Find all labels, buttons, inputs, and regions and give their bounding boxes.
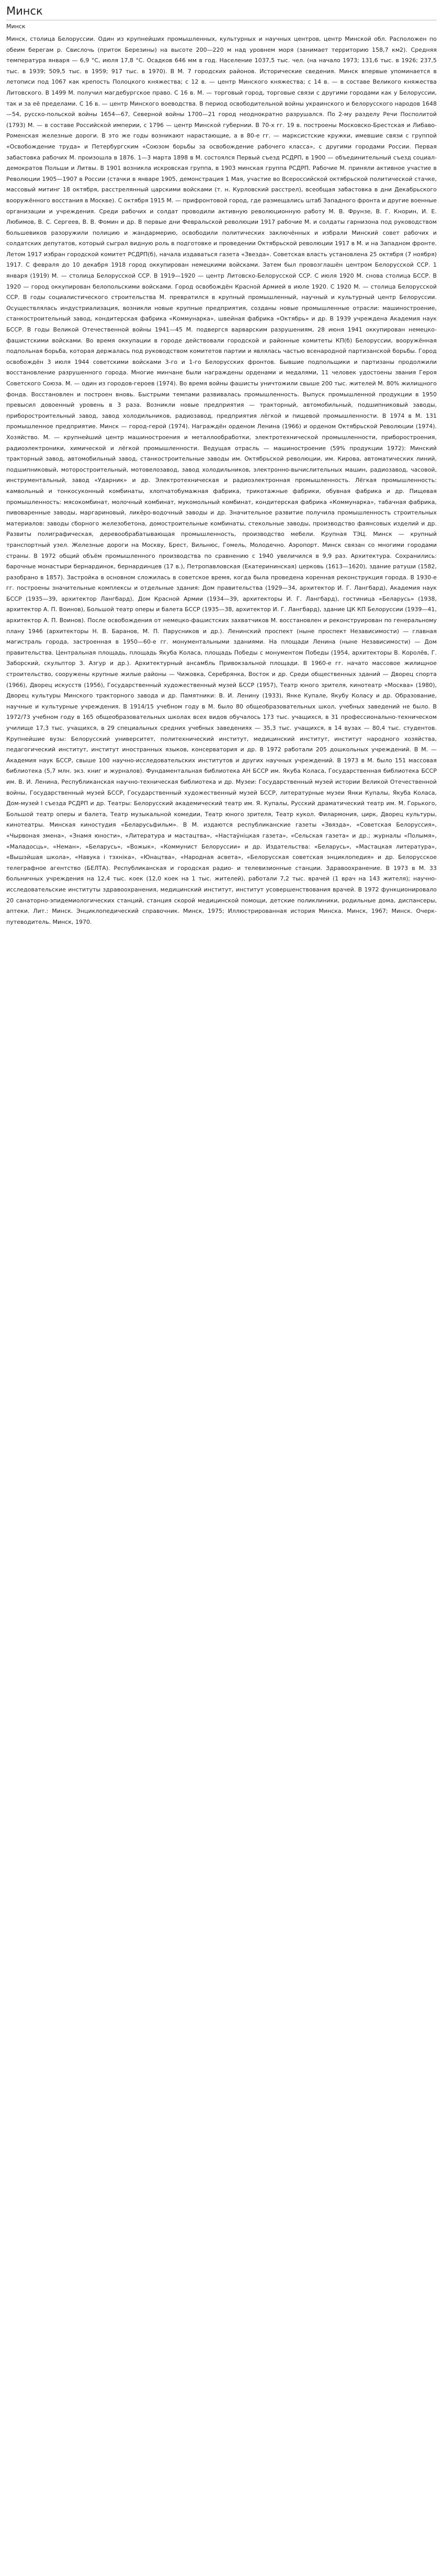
article-page [0,0,443,933]
page-subtitle: Минск [6,23,26,30]
article-body: Минск, столица Белоруссии. Один из крупнейших промышленных, культурных и научных центров, центр Минской обл. Расположен по обеим берегам р. Свислочь (приток Березины) на высоте 200—220 м над уровнем моря (занимает территорию 158,7 км2). Средняя температура января — 6,9 °С, июля 17,8 °С. Осадков 646 мм в год. Население 1037,5 тыс. чел. (на начало 1973; 131,6 тыс. в 1926; 237,5 тыс. в 1939; 509,5 тыс. в 1959; 917 тыс. в 1970). В М. 7 городских районов. Исторические сведения. Минск впервые упоминается в летописи под 1067 как крепость Полоцкого княжества; с 12 в. — центр Минского княжества; с 14 в. — в составе Великого княжества Литовского. В 1499 М. получил магдебургское право. С 16 в. М. — торговый город, торговые связи с другими городами как у Белоруссии, так и за её пределами. С 16 в. — центр Минского воеводства. В период освободительной войны украинского и белорусского народов 1648—54, русско-польской войны 1654—67, Северной войны 1700—21 город неоднократно разрушался. По 2-му разделу Речи Посполитой (1793) М. — в составе Российской империи, с 1796 — центр Минской губернии. В 70-х гг. 19 в. построены Московско-Брестская и Либаво-Роменская железные дороги. В это же годы возникают нарастающие, а в 80-е гг. — марксистские кружки, имевшие связи с группой «Освобождение труда» и Петербургским «Союзом борьбы за освобождение рабочего класса», с другими городами России. Первая забастовка рабочих М. произошла в 1876. 1—3 марта 1898 в М. состоялся Первый съезд РСДРП, в 1900 — объединительный съезд социал-демократов Польши и Литвы. В 1901 возникла искровская группа, в 1903 минская группа РСДРП. Рабочие М. приняли активное участие в Революции 1905—1907 в России (стачки в январе 1905, демонстрация 1 Мая, участие во Всероссийской октябрьской политической стачке, массовый митинг 18 октября, расстрелянный царскими войсками (т. н. Курловский расстрел), всеобщая забастовка в дни Декабрьского вооружённого восстания в Москве). С октября 1915 М. — прифронтовой город, где размещались штаб Западного фронта и другие военные организации и учреждения. Среди рабочих и солдат проводили активную революционную работу М. В. Фрунзе, В. Г. Кнорин, И. Е. Любимов, В. С. Сергеев, В. В. Фомин и др. В первые дни Февральской революции 1917 рабочие М. и солдаты гарнизона под руководством большевиков разоружили полицию и жандармерию, освободили политических заключённых и избрали Минский совет рабочих и солдатских депутатов, который сыграл видную роль в подготовке и проведении Октябрьской революции 1917 в М. и на Западном фронте. Летом 1917 избран городской комитет РСДРП(б), начала издаваться газета «Звезда». Советская власть установлена 25 октября (7 ноября) 1917. С февраля до 10 декабря 1918 город оккупирован немецкими войсками. Затем был провозглашён центром Белорусской ССР. 1 января (1919) М. — столица Белорусской ССР. В 1919—1920 — центр Литовско-Белорусской ССР. С июля 1920 М. снова столица БССР. В 1920 — город оккупирован белопольскими войсками. Город освобождён Красной Армией в июле 1920. С 1920 М. — столица Белорусской ССР. В годы социалистического строительства М. превратился в крупный промышленный, научный и культурный центр Белоруссии. Осуществлялась индустриализация, возникли новые крупные предприятия, созданы новые промышленные отрасли: машиностроение, станкостроительный завод, кондитерская фабрика «Коммунарка», швейная фабрика «Октябрь» и др. В 1939 учреждена Академия наук БССР. В годы Великой Отечественной войны 1941—45 М. подвергся варварским разрушениям, 28 июня 1941 оккупирован немецко-фашистскими войсками. Во время оккупации в городе действовали городской и районные комитеты КП(б) Белоруссии, вооружённая подпольная борьба, которая держалась под руководством комитетов партии и являлась частью всенародной партизанской борьбы. Город освобождён 3 июля 1944 советскими войсками 3-го и 1-го Белорусских фронтов. Бывшие подпольщики и партизаны продолжили восстановление разрушенного города. Многие минчане были награждены орденами и медалями, 11 человек удостоены звания Героя Советского Союза. М. — один из городов-героев (1974). Во время войны фашисты уничтожили свыше 200 тыс. жителей М. 80% жилищного фонда. Восстановлен и построен вновь. Быстрыми темпами развивалась промышленность. Выпуск промышленной продукции в 1950 превысил довоенный уровень в 3 раза. Возникли новые предприятия — тракторный, автомобильный, подшипниковый заводы, приборостроительный завод, завод холодильников, радиозавод, предприятия лёгкой и пищевой промышленности. В 1974 в М. 131 промышленное предприятие. Минск — город-герой (1974). Награждён орденом Ленина (1966) и орденом Октябрьской Революции (1974). Хозяйство. М. — крупнейший центр машиностроения и металлообработки, электротехнической промышленности, приборостроения, радиоэлектроники, химической и лёгкой промышленности. Ведущая отрасль — машиностроение (59% продукции 1972): Минский тракторный завод, автомобильный завод, станкостроительные заводы им. Октябрьской революции, им. Кирова, автоматических линий, подшипниковый, моторостроительный, мотовелозавод, завод холодильников, электронно-вычислительных машин, радиозавод, часовой, инструментальный, завод «Ударник» и др. Электротехническая и радиоэлектронная промышленность. Лёгкая промышленность: камвольный и тонкосуконный комбинаты, хлопчатобумажная фабрика, трикотажные фабрики, обувная фабрика и др. Пищевая промышленность: мясокомбинат, молочный комбинат, мукомольный комбинат, кондитерская фабрика «Коммунарка», табачная фабрика, пивоваренные заводы, маргариновый, ликёро-водочный заводы и др. Значительное развитие получила промышленность строительных материалов: заводы сборного железобетона, домостроительные комбинаты, стекольные заводы, производство фаянсовых изделий и др. Развиты полиграфическая, деревообрабатывающая промышленность, производство мебели. Крупная ТЭЦ. Минск — крупный транспортный узел. Железные дороги на Москву, Брест, Вильнюс, Гомель, Молодечно. Аэропорт. Минск связан со многими городами страны. В 1972 общий объём промышленного производства по сравнению с 1940 увеличился в 9,9 раз. Архитектура. Сохранились: барочные монастыри бернардинок, бернардинцев (17 в.), Петропавловская (Екатерининская) церковь (1613—1620), здание ратуши (1582, разобрано в 1857). Застройка в основном сложилась в советское время, когда была проведена коренная реконструкция города. В 1930-е гг. построены значительные комплексы и отдельные здания: Дом правительства (1929—34, архитектор И. Г. Лангбард), Академия наук БССР (1935—39, архитектор Лангбард), Дом Красной Армии (1934—39, архитекторы И. Г. Лангбард), гостиница «Беларусь» (1938, архитектор А. П. Воинов), Большой театр оперы и балета БССР (1935—38, архитектор И. Г. Лангбард), здание ЦК КП Белоруссии (1939—41, архитектор А. П. Воинов). После освобождения от немецко-фашистских захватчиков М. восстановлен и реконструирован по генеральному плану 1946 (архитекторы Н. В. Баранов, М. П. Парусников и др.). Ленинский проспект (ныне проспект Независимости) — главная магистраль города, застроенная в 1950—60-е гг. монументальными зданиями. На площади Ленина (ныне Независимости) — Дом правительства. Центральная площадь, площадь Якуба Коласа, площадь Победы с монументом Победы (1954, архитекторы В. Королёв, Г. Заборский, скульптор З. Азгур и др.). Архитектурный ансамбль Привокзальной площади. В 1960-е гг. начато массовое жилищное строительство, сооружены крупные жилые районы — Чижовка, Серебрянка, Восток и др. Среди общественных зданий — Дворец спорта (1966), Дворец искусств (1956), Государственный художественный музей БССР (1957), Театр юного зрителя, кинотеатр «Москва» (1980), Дворец культуры Минского тракторного завода и др. Памятники: В. И. Ленину (1933), Янке Купале, Якубу Коласу и др. Образование, научные и культурные учреждения. В 1914/15 учебном году в М. было 80 общеобразовательных школ, учебных заведений не было. В 1972/73 учебном году в 165 общеобразовательных школах всех видов обучалось 173 тыс. учащихся, в 31 профессионально-техническом училище 17,3 тыс. учащихся, в 29 специальных средних учебных заведениях — 35,3 тыс. учащихся, в 14 вузах — 80,4 тыс. студентов. Крупнейшие вузы: Белорусский университет, политехнический институт, медицинский институт, институт народного хозяйства, педагогический институт, институт иностранных языков, консерватория и др. В 1972 работали 205 дошкольных учреждений. В М. — Академия наук БССР, свыше 100 научно-исследовательских институтов и других научных учреждений. В 1973 в М. было 151 массовая библиотека (5,7 млн. экз. книг и журналов). Фундаментальная библиотека АН БССР им. Якуба Коласа, Государственная библиотека БССР им. В. И. Ленина, Республиканская научно-техническая библиотека и др. Музеи: Государственный музей истории Великой Отечественной войны, Государственный музей БССР, Государственный художественный музей БССР, литературные музеи Янки Купалы, Якуба Коласа, Дом-музей I съезда РСДРП и др. Театры: Белорусский академический театр им. Я. Купалы, Русский драматический театр им. М. Горького, Большой театр оперы и балета, Театр музыкальной комедии, Театр юного зрителя, Театр кукол. Филармония, цирк, Дворец культуры, кинотеатры. Минская киностудия «Беларусьфильм». В М. издаются республиканские газеты «Звязда», «Советская Белоруссия», «Чырвоная змена», «Знамя юности», «Литература и мастацтва», «Настаўніцкая газета», «Сельская газета» и др.; журналы «Полымя», «Маладосць», «Неман», «Беларусь», «Вожык», «Коммунист Белоруссии» и др. Издательства: «Беларусь», «Мастацкая литература», «Вышэйшая школа», «Навука і тэхніка», «Юнацтва», «Народная асвета», «Белорусская советская энциклопедия» и др. Белорусское телеграфное агентство (БЕЛТА). Республиканская и городская радио- и телевизионные станции. Здравоохранение. В 1973 в М. 33 больничных учреждения на 12,4 тыс. коек (12,0 коек на 1 тыс. жителей), работали 7,2 тыс. врачей (1 врач на 143 жителя); научно-исследовательские институты здравоохранения, медицинский институт, институт усовершенствования врачей. В 1972 функционировало 20 санаторно-эпидемиологических станций, станция скорой медицинской помощи, детские поликлиники, родильные дома, диспансеры, аптеки. Лит.: Минск. Энциклопедический справочник. Минск, 1975; Иллюстрированная история Минска. Минск, 1967; Минск. Очерк-путеводитель. Минск, 1970. [6,36,437,925]
page-title: Минск [6,4,437,20]
